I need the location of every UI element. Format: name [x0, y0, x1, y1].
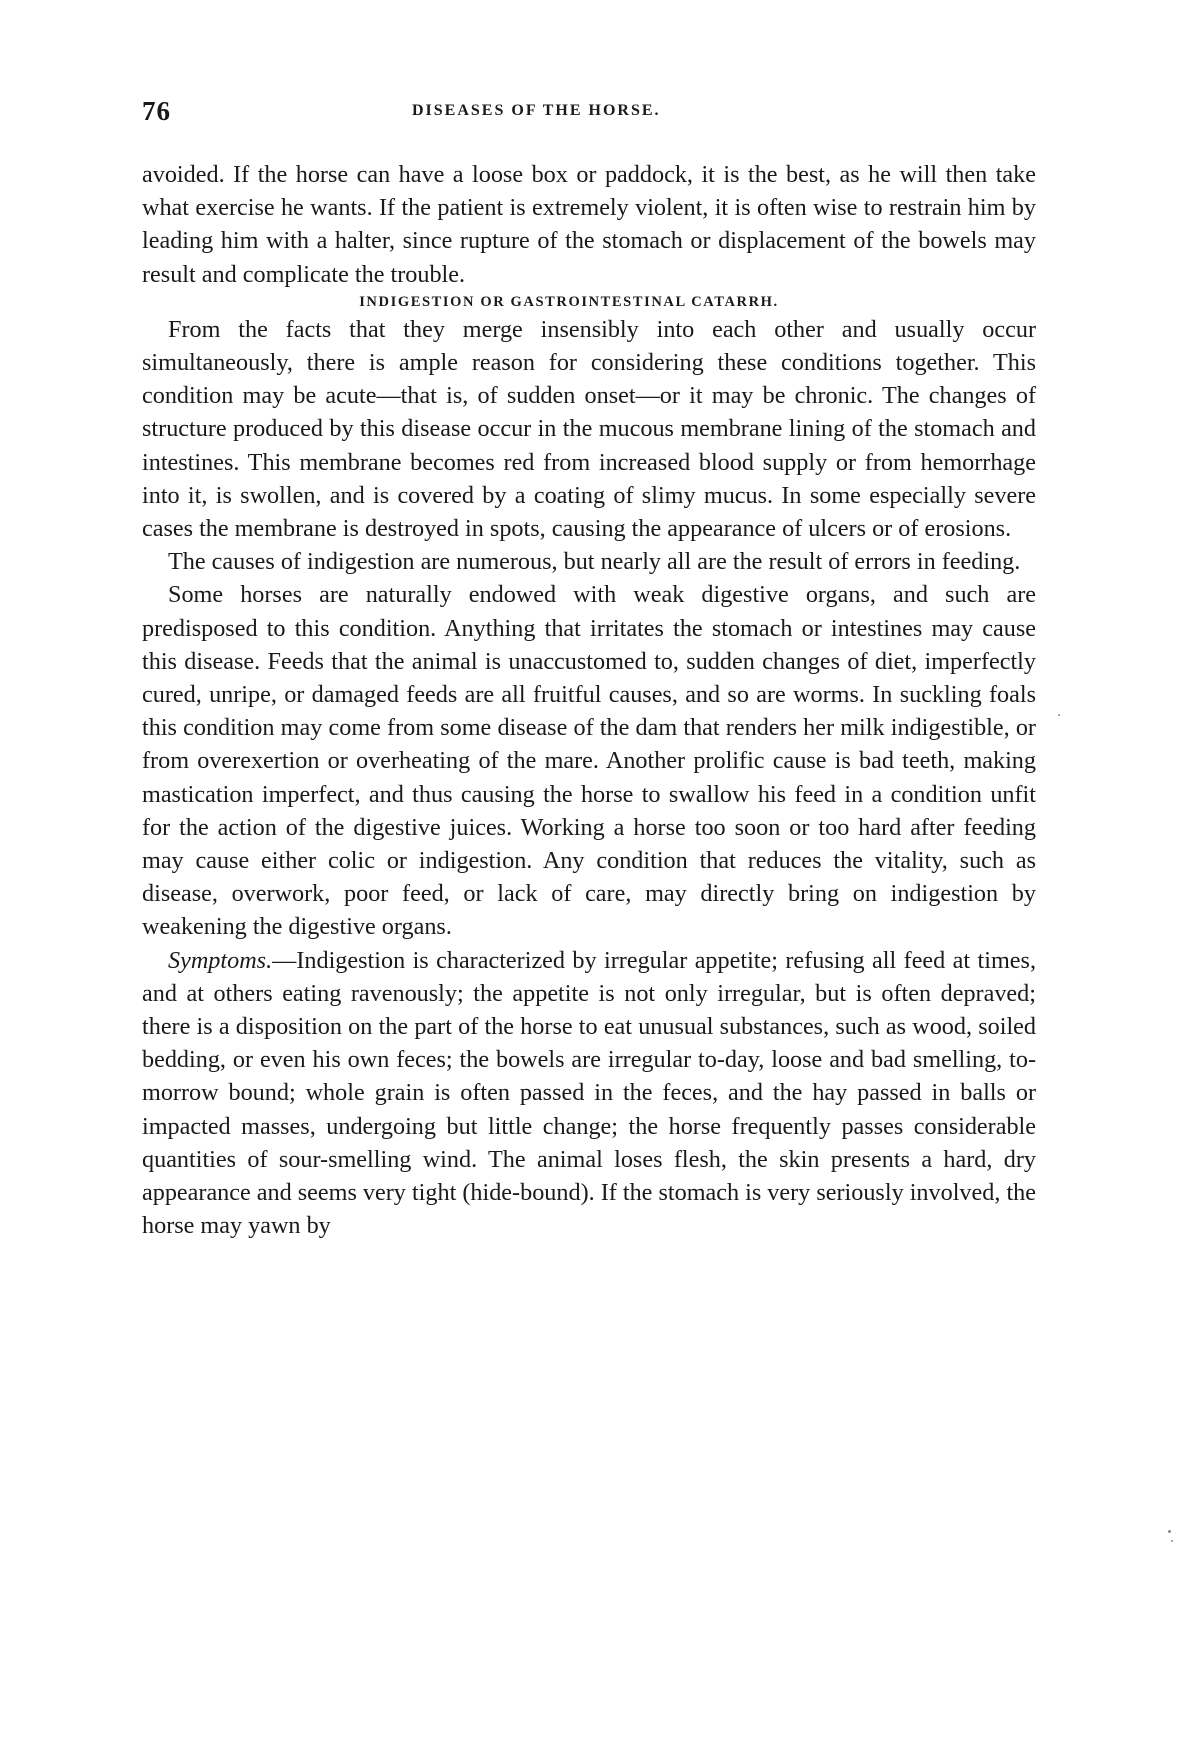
page-number: 76: [142, 96, 171, 126]
paragraph-causes: Some horses are naturally endowed with weak digestive organs, and such are predisposed to this condition. Anything that irritates the stomach or intestines may cause this disease. Feeds that the animal is unaccustomed to, sudden changes of diet, imperfectly cured, unripe, or damaged feeds are all fruitful causes, and so are worms. In suckling foals this condition may come from some disease of the dam that renders her milk indigestible, or from overexertion or overheating of the mare. Another prolific cause is bad teeth, making mastication imperfect, and thus causing the horse to swallow his feed in a condition unfit for the action of the digestive juices. Working a horse too soon or too hard after feeding may cause either colic or indigestion. Any condition that reduces the vitality, such as disease, overwork, poor feed, or lack of care, may directly bring on indigestion by weakening the digestive organs.: [142, 581, 1036, 941]
scan-speck: [1168, 1530, 1171, 1533]
paragraph-definition: From the facts that they merge insensibly into each other and usually occur simultaneously, there is ample reason for considering these conditions together. This condition may be acute—that is, of sudden onset—or it may be chronic. The changes of structure produced by this disease occur in the mucous membrane lining of the stomach and intestines. This membrane becomes red from increased blood supply or from hemorrhage into it, is swollen, and is covered by a coating of slimy mucus. In some especially severe cases the membrane is destroyed in spots, causing the appearance of ulcers or of erosions.: [142, 315, 1036, 543]
paragraph-continuation: avoided. If the horse can have a loose box or paddock, it is the best, as he will then take what exercise he wants. If the patient is extremely violent, it is often wise to restrain him by leading him with a halter, since rupture of the stomach or displacement of the bowels may result and complicate the trouble.: [142, 161, 1036, 288]
body-text: [142, 158, 1036, 1243]
paragraph-symptoms: [142, 944, 1036, 1243]
symptoms-label: Symptoms.: [168, 946, 273, 974]
paragraph-causes-intro: The causes of indigestion are numerous, but nearly all are the result of errors in feeding.: [168, 548, 1021, 576]
running-title: DISEASES OF THE HORSE.: [412, 102, 661, 119]
scan-speck: [1058, 714, 1060, 716]
running-head: [142, 96, 1042, 136]
section-heading: INDIGESTION OR GASTROINTESTINAL CATARRH.: [359, 293, 779, 310]
symptoms-text: —Indigestion is characterized by irregular appetite; refusing all feed at times, and at others eating ravenously; the appetite is not only irregular, but is often depraved; there is a disposition on the part of the horse to eat unusual substances, such as wood, soiled bedding, or even his own feces; the bowels are irregular to-day, loose and bad smelling, to-morrow bound; whole grain is often passed in the feces, and the hay passed in balls or impacted masses, undergoing but little change; the horse frequently passes considerable quantities of sour-smelling wind. The animal loses flesh, the skin presents a hard, dry appearance and seems very tight (hide-bound). If the stomach is very seriously involved, the horse may yawn by: [142, 946, 1036, 1240]
scan-speck: [1171, 1540, 1173, 1542]
